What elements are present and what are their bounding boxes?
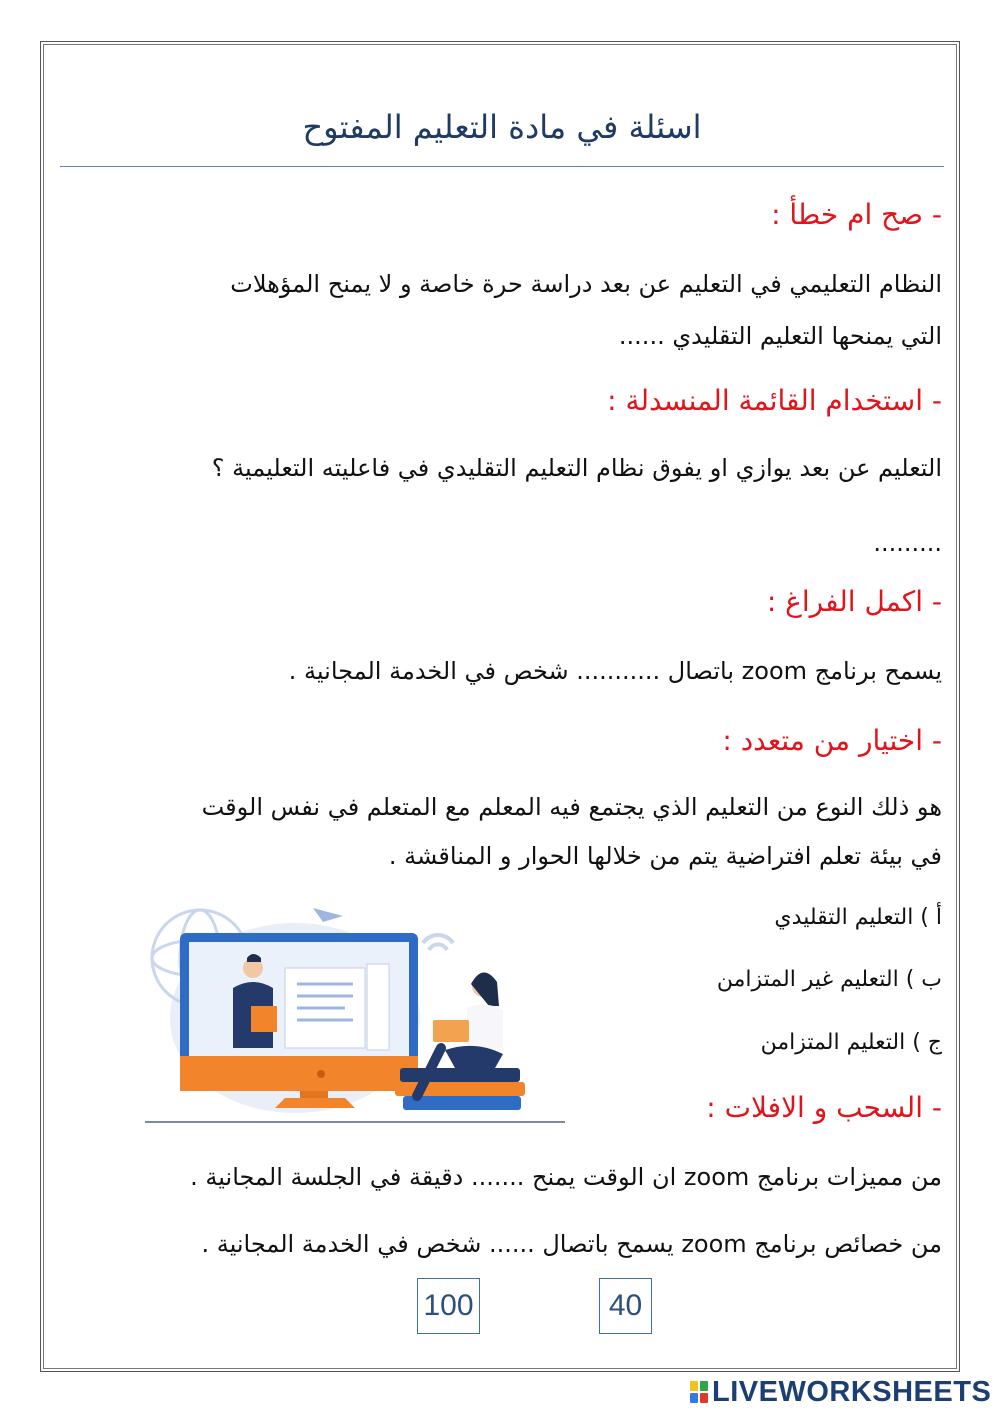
liveworksheets-logo[interactable]: [690, 1374, 991, 1410]
section-heading-multiple-choice: - اختيار من متعدد :: [722, 724, 942, 757]
choice-option-b[interactable]: ب ) التعليم غير المتزامن: [716, 967, 942, 992]
dropdown-answer-slot[interactable]: .........: [873, 529, 942, 557]
page-title: اسئلة في مادة التعليم المفتوح: [302, 108, 702, 146]
section-heading-drag-drop: - السحب و الافلات :: [706, 1091, 942, 1124]
fill-blank-question[interactable]: يسمح برنامج zoom باتصال ........... شخص في الخدمة المجانية .: [288, 657, 942, 685]
section-heading-fill-blank: - اكمل الفراغ :: [766, 585, 942, 618]
drag-item-100[interactable]: 100: [417, 1278, 480, 1334]
logo-grid-icon: [690, 1381, 708, 1403]
question-text-line: هو ذلك النوع من التعليم الذي يجتمع فيه المعلم مع المتعلم في نفس الوقت: [201, 793, 942, 821]
logo-text: LIVEWORKSHEETS: [712, 1375, 992, 1408]
drag-drop-question[interactable]: من مميزات برنامج zoom ان الوقت يمنح ....... دقيقة في الجلسة المجانية .: [190, 1163, 942, 1191]
question-text-line: التعليم عن بعد يوازي او يفوق نظام التعليم التقليدي في فاعليته التعليمية ؟: [211, 454, 942, 482]
question-text-line: في بيئة تعلم افتراضية يتم من خلالها الحوار و المناقشة .: [388, 842, 942, 870]
question-text-line: النظام التعليمي في التعليم عن بعد دراسة حرة خاصة و لا يمنح المؤهلات: [230, 270, 942, 298]
drag-drop-question[interactable]: من خصائص برنامج zoom يسمح باتصال ...... شخص في الخدمة المجانية .: [201, 1230, 942, 1258]
title-divider: [60, 166, 944, 167]
choice-option-a[interactable]: أ ) التعليم التقليدي: [774, 905, 942, 930]
section-heading-true-false: - صح ام خطأ :: [771, 198, 942, 231]
question-text-line: التي يمنحها التعليم التقليدي ......: [618, 322, 942, 350]
choice-option-c[interactable]: ج ) التعليم المتزامن: [760, 1030, 942, 1055]
online-learning-illustration-icon: [145, 898, 575, 1130]
drag-item-40[interactable]: 40: [599, 1278, 652, 1334]
section-heading-dropdown: - استخدام القائمة المنسدلة :: [607, 384, 942, 417]
